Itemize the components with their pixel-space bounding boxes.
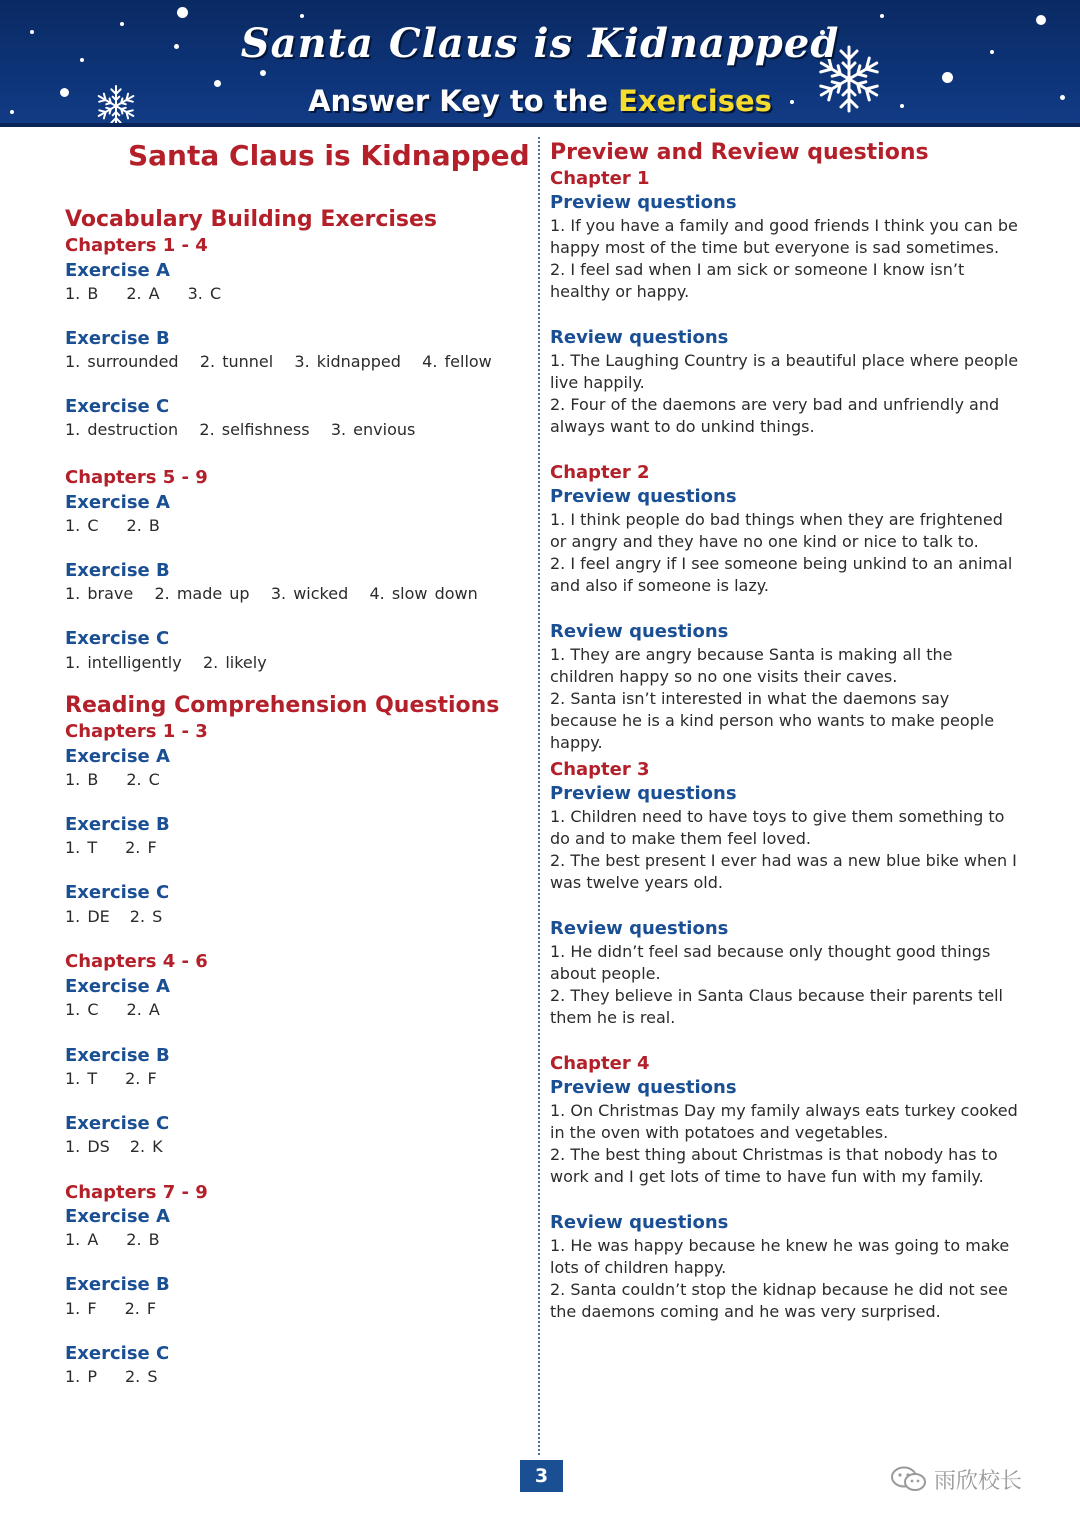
chapter-4-preview-answer: 1. On Christmas Day my family always eats turkey cooked in the oven with potatoes and vegetables. bbox=[550, 1101, 1018, 1142]
page-number: 3 bbox=[520, 1460, 563, 1492]
reading-ch7-9-exercise-a-answers bbox=[65, 1230, 160, 1249]
vocab-ch5-9-exercise-c: Exercise C bbox=[65, 628, 170, 649]
reading-ch4-6-exercise-c-answers bbox=[65, 1137, 163, 1156]
vocab-ch1-4-exercise-b-answers: 1. surrounded 2. tunnel 3. kidnapped 4. fellow bbox=[65, 352, 492, 371]
chapter-1-review-answer: 1. The Laughing Country is a beautiful place where people live happily. bbox=[550, 351, 1019, 392]
answer: 1. C bbox=[65, 516, 99, 535]
chapter-2-preview-answer: 2. I feel angry if I see someone being unkind to an animal and also if someone is lazy. bbox=[550, 554, 1013, 595]
banner-subtitle-highlight: Exercises bbox=[618, 84, 772, 118]
reading-ch4-6-label: Chapters 4 - 6 bbox=[65, 951, 208, 972]
snow-dot bbox=[177, 7, 188, 18]
answer: 1. B bbox=[65, 770, 99, 789]
reading-ch4-6-exercise-b-answers bbox=[65, 1069, 157, 1088]
chapter-3-preview-label: Preview questions bbox=[550, 783, 737, 804]
chapter-3-review-label: Review questions bbox=[550, 918, 729, 939]
vocab-ch5-9-exercise-a-answers bbox=[65, 516, 160, 535]
watermark bbox=[890, 1463, 1022, 1495]
reading-ch7-9-exercise-c: Exercise C bbox=[65, 1343, 170, 1364]
vocab-ch1-4-exercise-a: Exercise A bbox=[65, 260, 170, 281]
chapter-4-review-answer: 2. Santa couldn’t stop the kidnap because he did not see the daemons coming and he was very surprised. bbox=[550, 1280, 1008, 1321]
vocab-ch5-9-label: Chapters 5 - 9 bbox=[65, 467, 208, 488]
snow-dot bbox=[880, 14, 884, 18]
answer: 2. F bbox=[124, 1299, 157, 1318]
chapter-3-review-answer: 2. They believe in Santa Claus because their parents tell them he is real. bbox=[550, 986, 1003, 1027]
answer: 1. DS bbox=[65, 1137, 110, 1156]
reading-ch1-3-exercise-b-answers bbox=[65, 838, 157, 857]
answer: 1. A bbox=[65, 1230, 99, 1249]
chapter-2-preview-label: Preview questions bbox=[550, 486, 737, 507]
chapter-3-review-answer: 1. He didn’t feel sad because only thought good things about people. bbox=[550, 942, 991, 983]
reading-ch7-9-exercise-b-answers bbox=[65, 1299, 156, 1318]
banner-subtitle-main: Answer Key to the bbox=[308, 84, 608, 118]
vocab-ch5-9-exercise-b: Exercise B bbox=[65, 560, 170, 581]
answer: 2. C bbox=[126, 770, 160, 789]
reading-ch4-6-exercise-a: Exercise A bbox=[65, 976, 170, 997]
chapter-4-review-label: Review questions bbox=[550, 1212, 729, 1233]
chapter-2-review-answer: 1. They are angry because Santa is making all the children happy so no one visits their caves. bbox=[550, 645, 953, 686]
reading-ch7-9-exercise-a: Exercise A bbox=[65, 1206, 170, 1227]
answer: 1. F bbox=[65, 1299, 97, 1318]
watermark-text: 雨欣校长 bbox=[934, 1468, 1023, 1494]
column-divider bbox=[538, 137, 540, 1455]
document-title: Santa Claus is Kidnapped bbox=[128, 139, 530, 172]
chapter-3-preview-answer: 1. Children need to have toys to give them something to do and to make them feel loved. bbox=[550, 807, 1005, 848]
reading-ch1-3-label: Chapters 1 - 3 bbox=[65, 721, 208, 742]
reading-ch1-3-exercise-b: Exercise B bbox=[65, 814, 170, 835]
reading-ch7-9-exercise-b: Exercise B bbox=[65, 1274, 170, 1295]
answer: 2. A bbox=[126, 284, 160, 303]
chapter-1-preview-label: Preview questions bbox=[550, 192, 737, 213]
answer: 2. S bbox=[125, 1367, 158, 1386]
vocab-ch1-4-exercise-a-answers bbox=[65, 284, 221, 303]
reading-ch1-3-exercise-a-answers bbox=[65, 770, 160, 789]
vocab-heading: Vocabulary Building Exercises bbox=[65, 207, 438, 232]
vocab-ch5-9-exercise-b-answers: 1. brave 2. made up 3. wicked 4. slow down bbox=[65, 584, 478, 603]
preview-review-heading: Preview and Review questions bbox=[550, 140, 929, 165]
chapter-1-preview-answer: 2. I feel sad when I am sick or someone I know isn’t healthy or happy. bbox=[550, 260, 965, 301]
banner-subtitle bbox=[0, 84, 1080, 118]
answer: 2. K bbox=[129, 1137, 163, 1156]
reading-ch7-9-exercise-c-answers bbox=[65, 1367, 158, 1386]
snow-dot bbox=[942, 72, 953, 83]
reading-ch4-6-exercise-a-answers bbox=[65, 1000, 160, 1019]
answer: 1. B bbox=[65, 284, 99, 303]
reading-ch4-6-exercise-b: Exercise B bbox=[65, 1045, 170, 1066]
chapter-1-review-label: Review questions bbox=[550, 327, 729, 348]
vocab-ch1-4-exercise-c-answers: 1. destruction 2. selfishness 3. envious bbox=[65, 420, 416, 439]
reading-ch1-3-exercise-c-answers bbox=[65, 907, 162, 926]
snow-dot bbox=[300, 14, 304, 18]
wechat-icon bbox=[890, 1465, 928, 1493]
chapter-2-review-label: Review questions bbox=[550, 621, 729, 642]
reading-ch1-3-exercise-a: Exercise A bbox=[65, 746, 170, 767]
reading-ch7-9-label: Chapters 7 - 9 bbox=[65, 1182, 208, 1203]
chapter-3-label: Chapter 3 bbox=[550, 759, 650, 780]
header-banner bbox=[0, 0, 1080, 127]
chapter-2-preview-answer: 1. I think people do bad things when they are frightened or angry and they have no one kind or nice to talk to. bbox=[550, 510, 1003, 551]
answer: 1. T bbox=[65, 838, 98, 857]
answer: 2. B bbox=[126, 1230, 160, 1249]
vocab-ch1-4-exercise-b: Exercise B bbox=[65, 328, 170, 349]
vocab-ch5-9-exercise-c-answers: 1. intelligently 2. likely bbox=[65, 653, 267, 672]
vocab-ch1-4-label: Chapters 1 - 4 bbox=[65, 235, 208, 256]
chapter-2-label: Chapter 2 bbox=[550, 462, 650, 483]
answer: 1. C bbox=[65, 1000, 99, 1019]
chapter-4-preview-answer: 2. The best thing about Christmas is that nobody has to work and I get lots of time to have fun with my family. bbox=[550, 1145, 998, 1186]
chapter-1-review-answer: 2. Four of the daemons are very bad and unfriendly and always want to do unkind things. bbox=[550, 395, 1000, 436]
reading-ch4-6-exercise-c: Exercise C bbox=[65, 1113, 170, 1134]
vocab-ch5-9-exercise-a: Exercise A bbox=[65, 492, 170, 513]
answer: 1. DE bbox=[65, 907, 110, 926]
chapter-4-label: Chapter 4 bbox=[550, 1053, 650, 1074]
banner-bottom-rule bbox=[0, 123, 1080, 127]
chapter-3-preview-answer: 2. The best present I ever had was a new blue bike when I was twelve years old. bbox=[550, 851, 1017, 892]
chapter-4-review-answer: 1. He was happy because he knew he was going to make lots of children happy. bbox=[550, 1236, 1010, 1277]
reading-ch1-3-exercise-c: Exercise C bbox=[65, 882, 170, 903]
chapter-4-preview-label: Preview questions bbox=[550, 1077, 737, 1098]
banner-title: Santa Claus is Kidnapped bbox=[240, 20, 840, 67]
answer: 1. P bbox=[65, 1367, 97, 1386]
answer: 3. C bbox=[187, 284, 222, 303]
snow-dot bbox=[260, 70, 266, 76]
answer: 2. F bbox=[125, 838, 157, 857]
answer: 2. B bbox=[126, 516, 160, 535]
chapter-1-label: Chapter 1 bbox=[550, 168, 650, 189]
reading-heading: Reading Comprehension Questions bbox=[65, 693, 500, 718]
answer: 2. S bbox=[129, 907, 163, 926]
answer: 1. T bbox=[65, 1069, 98, 1088]
chapter-1-preview-answer: 1. If you have a family and good friends I think you can be happy most of the time but everyone is sad sometimes. bbox=[550, 216, 1018, 257]
answer: 2. A bbox=[126, 1000, 160, 1019]
answer: 2. F bbox=[125, 1069, 157, 1088]
vocab-ch1-4-exercise-c: Exercise C bbox=[65, 396, 170, 417]
chapter-2-review-answer: 2. Santa isn’t interested in what the daemons say because he is a kind person who wants to make people happy. bbox=[550, 689, 995, 752]
